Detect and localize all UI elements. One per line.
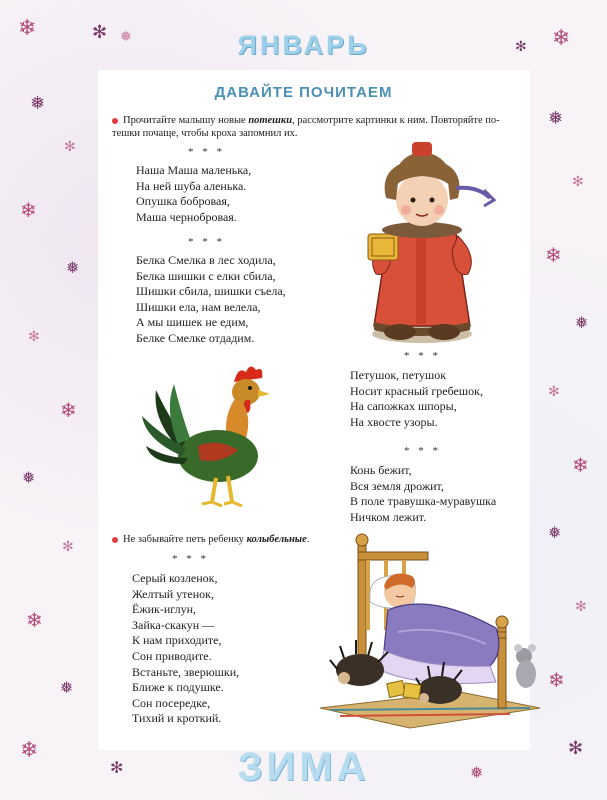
- rooster-illustration: [142, 360, 292, 520]
- bullet-icon: [112, 537, 118, 543]
- snowflake-icon: ✻: [572, 174, 584, 190]
- snowflake-icon: ❅: [575, 313, 589, 332]
- snowflake-icon: ❅: [548, 523, 562, 542]
- season-title: ЗИМА: [237, 745, 370, 789]
- poem-line: Наша Маша маленька,: [136, 163, 252, 177]
- stanza-separator: * * *: [172, 553, 209, 565]
- poem-line: Опушка бобровая,: [136, 194, 230, 209]
- poem-line: В поле травушка-муравушка: [350, 494, 497, 509]
- poem-line: Встаньте, зверюшки,: [132, 664, 240, 679]
- lullaby-text-end: .: [306, 534, 310, 545]
- poem-line: Конь бежит,: [350, 463, 412, 477]
- month-title: ЯНВАРЬ: [237, 30, 370, 60]
- poem-line: Белка шишки с елки сбила,: [136, 268, 276, 283]
- poem-petushok: [350, 368, 483, 430]
- poem-line: Ёжик-иглун,: [132, 602, 197, 617]
- snowflake-icon: ✻: [92, 22, 108, 43]
- bullet-icon: [112, 118, 118, 124]
- snowflake-icon: ❄: [20, 198, 37, 222]
- poem-kon: [350, 463, 496, 525]
- stanza-separator: * * *: [404, 445, 441, 457]
- poem-belka: [136, 253, 286, 347]
- snowflake-icon: ✻: [64, 139, 76, 155]
- poem-kozlenok: [132, 571, 239, 727]
- intro-text-cont: , рассмотрите картинки к ним. Повторяйте по-: [292, 115, 500, 126]
- intro-emphasis: потешки: [248, 115, 293, 126]
- poem-line: Вся земля дрожит,: [350, 478, 444, 493]
- snowflake-icon: ❅: [22, 468, 36, 487]
- poem-line: Ближе к подушке.: [132, 680, 224, 695]
- stanza-separator: * * *: [188, 236, 225, 248]
- snowflake-icon: ❅: [548, 108, 564, 129]
- snowflake-icon: ✻: [568, 738, 584, 759]
- poem-line: Шишки сбила, шишки съела,: [136, 284, 286, 299]
- girl-in-fur-coat-illustration: [360, 138, 500, 348]
- snowflake-icon: ❅: [120, 29, 132, 45]
- snowflake-icon: ❄: [26, 608, 43, 632]
- poem-line: На сапожках шпоры,: [350, 399, 457, 414]
- snowflake-icon: ❅: [470, 763, 484, 782]
- intro-paragraph: [112, 114, 522, 140]
- snowflake-icon: ❅: [30, 93, 46, 114]
- poem-line: Тихий и кроткий.: [132, 711, 222, 726]
- snowflake-icon: ❄: [20, 738, 39, 763]
- snowflake-icon: ✻: [110, 758, 124, 777]
- poem-line: Желтый утенок,: [132, 586, 215, 601]
- section-heading: ДАВАЙТЕ ПОЧИТАЕМ: [214, 84, 393, 101]
- snowflake-icon: ✻: [548, 384, 560, 400]
- poem-line: Серый козленок,: [132, 571, 218, 585]
- poem-line: А мы шишек не едим,: [136, 315, 249, 330]
- snowflake-icon: ❅: [66, 258, 80, 277]
- snowflake-icon: ✻: [28, 329, 40, 345]
- stanza-separator: * * *: [188, 146, 225, 158]
- intro-text-line2: тешки почаще, чтобы кроха запомнил их.: [112, 128, 298, 139]
- poem-line: На хвосте узоры.: [350, 414, 438, 429]
- poem-line: Белка Смелка в лес ходила,: [136, 253, 276, 267]
- poem-line: Шишки ела, нам велела,: [136, 299, 261, 314]
- stanza-separator: * * *: [404, 350, 441, 362]
- poem-line: Маша чернобровая.: [136, 209, 237, 224]
- snowflake-icon: ✻: [515, 39, 527, 55]
- snowflake-icon: ❄: [572, 453, 589, 477]
- lullaby-note: [112, 533, 309, 546]
- poem-line: Белке Смелке отдадим.: [136, 330, 255, 345]
- snowflake-icon: ❄: [552, 26, 571, 51]
- poem-line: Сон посередке,: [132, 695, 211, 710]
- poem-masha: [136, 163, 251, 225]
- snowflake-icon: ❄: [18, 16, 37, 41]
- snowflake-icon: ❄: [548, 668, 565, 692]
- poem-line: Носит красный гребешок,: [350, 383, 483, 398]
- snowflake-icon: ❄: [545, 243, 562, 267]
- poem-line: Ничком лежит.: [350, 509, 427, 524]
- poem-line: Петушок, петушок: [350, 368, 447, 382]
- poem-line: Зайка-скакун —: [132, 617, 215, 632]
- lullaby-text: Не забывайте петь ребенку: [123, 534, 247, 545]
- sleeping-child-illustration: [300, 532, 550, 732]
- snowflake-icon: ✻: [575, 599, 587, 615]
- intro-text: Прочитайте малышу новые: [123, 115, 249, 126]
- poem-line: К нам приходите,: [132, 633, 222, 648]
- poem-line: На ней шуба аленька.: [136, 178, 247, 193]
- snowflake-icon: ❄: [60, 398, 77, 422]
- poem-line: Сон приводите.: [132, 648, 212, 663]
- snowflake-icon: ❅: [60, 678, 74, 697]
- snowflake-icon: ✻: [62, 539, 74, 555]
- lullaby-emphasis: колыбельные: [246, 534, 307, 545]
